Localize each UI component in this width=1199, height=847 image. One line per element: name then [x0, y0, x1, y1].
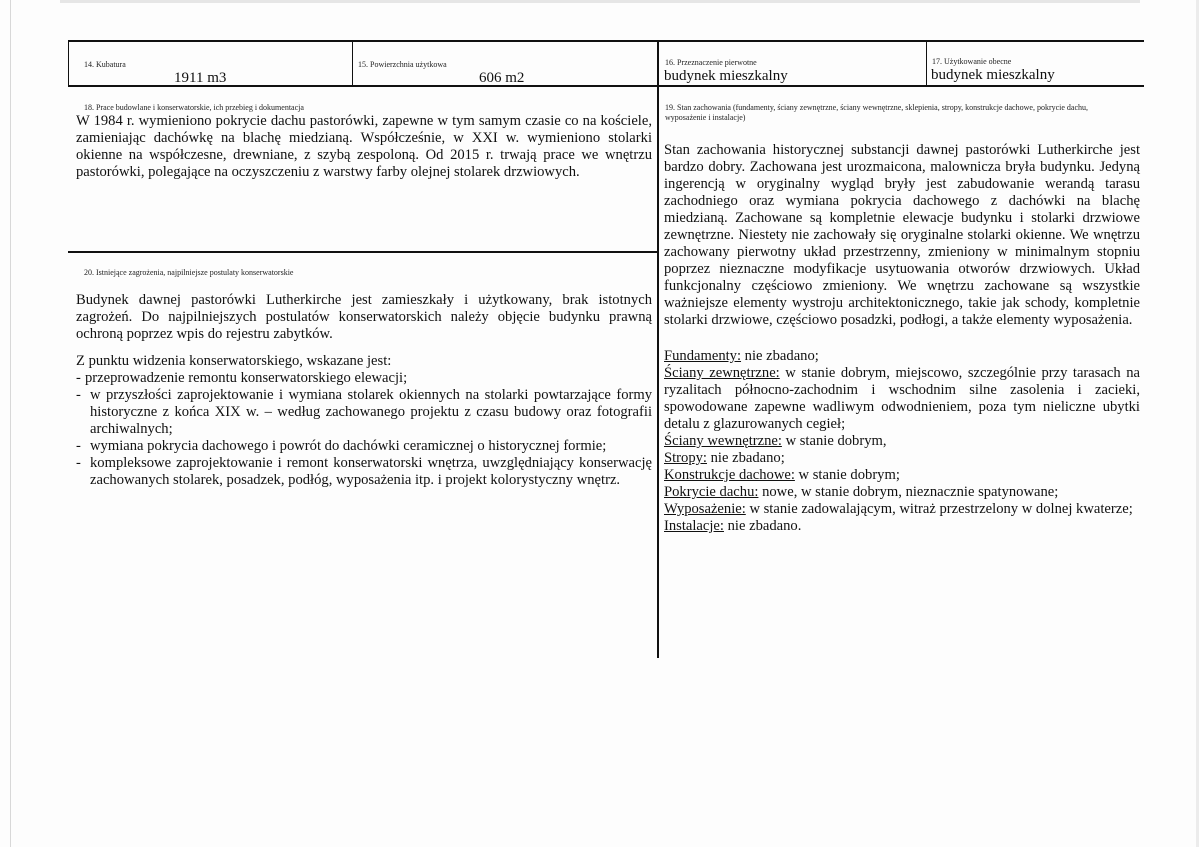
- rule-header-bottom: [68, 85, 1144, 87]
- stan-desc: w stanie dobrym, miejscowo, szczególnie przy tarasach na ryzalitach północno-zachodnim i wschodnim silne zasolenia i zacieki, spowodowane zapewne wadliwym odwodnieniem, poza tym nieliczne ubytki detalu z glazurowanych cegieł;: [664, 365, 1140, 432]
- stan-items: [664, 348, 1140, 535]
- kubatura-label: 14. Kubatura: [84, 60, 126, 69]
- postulat-item: - przeprowadzenie remontu konserwatorskiego elewacji;: [76, 370, 652, 387]
- stan-term: Ściany zewnętrzne:: [664, 365, 780, 381]
- stan-term: Ściany wewnętrzne:: [664, 433, 782, 449]
- postulat-item: - w przyszłości zaprojektowanie i wymiana stolarek okiennych na stolarki powtarzające formy historyczne z końca XIX w. – według zachowanego projektu z czasu budowy oraz fotografii archiwalnych;: [76, 387, 652, 438]
- prace-label: 18. Prace budowlane i konserwatorskie, ich przebieg i dokumentacja: [84, 103, 304, 112]
- scan-edge-left: [10, 0, 11, 847]
- stan-item: [664, 501, 1140, 518]
- rule-col-3: [926, 40, 927, 86]
- rule-top: [68, 40, 1144, 42]
- przeznaczenie-label: 16. Przeznaczenie pierwotne: [665, 58, 757, 67]
- stan-term: Wyposażenie:: [664, 501, 746, 517]
- stan-item: [664, 518, 1140, 535]
- stan-item: [664, 365, 1140, 433]
- stan-block: [664, 142, 1140, 535]
- prace-text: W 1984 r. wymieniono pokrycie dachu pastorówki, zapewne w tym samym czasie co na kościele, zamieniając dachówkę na blachę miedzianą. Współcześnie, w XXI w. wymieniono stolarki okienne na współczesne, drewniane, z szybą zespoloną. Od 2015 r. trwają prace we wnętrzu pastorówki, polegające na oczyszczeniu z warstwy farby olejnej stolarek drzwiowych.: [76, 113, 652, 180]
- stan-desc: w stanie dobrym;: [794, 467, 900, 483]
- rule-col-1: [352, 40, 353, 86]
- stan-term: Stropy:: [664, 450, 707, 466]
- zagrozenia-lead: Z punktu widzenia konserwatorskiego, wskazane jest:: [76, 353, 392, 369]
- zagrozenia-intro: Budynek dawnej pastorówki Lutherkirche jest zamieszkały i użytkowany, brak istotnych zagrożeń. Do najpilniejszych postulatów konserwatorskich należy objęcie budynku prawną ochroną poprzez wpis do rejestru zabytków.: [76, 292, 652, 342]
- stan-desc: nie zbadano;: [741, 348, 819, 364]
- stan-item: [664, 450, 1140, 467]
- stan-term: Fundamenty:: [664, 348, 742, 364]
- stan-term: Konstrukcje dachowe:: [664, 467, 795, 483]
- postulat-item: - kompleksowe zaprojektowanie i remont konserwatorski wnętrza, uwzględniający konserwację zachowanych stolarek, posadzek, podłóg, wyposażenia itp. i projekt kolorystyczny wnętrz.: [76, 455, 652, 489]
- scan-edge-top: [60, 0, 1140, 3]
- stan-desc: w stanie zadowalającym, witraż przestrzelony w dolnej kwaterze;: [745, 501, 1133, 517]
- stan-term: Instalacje:: [664, 518, 724, 534]
- stan-item: [664, 348, 1140, 365]
- zagrozenia-label: 20. Istniejące zagrożenia, najpilniejsze postulaty konserwatorskie: [84, 268, 294, 277]
- stan-desc: nie zbadano.: [723, 518, 802, 534]
- stan-desc: nie zbadano;: [706, 450, 785, 466]
- stan-item: [664, 467, 1140, 484]
- zagrozenia-block: [76, 292, 652, 489]
- rule-left-edge: [68, 40, 69, 86]
- stan-intro: Stan zachowania historycznej substancji dawnej pastorówki Lutherkirche jest bardzo dobry. Zachowana jest urozmaicona, malownicza bryła budynku. Jedyną ingerencją w oryginalny wygląd bryły jest zabudowanie werandą tarasu zachodniego oraz wymiana pokrycia dachowego z dachówki na blachę miedzianą. Zachowane są kompletnie elewacje budynku i stolarki drzwiowe zewnętrzne. Niestety nie zachowały się oryginalne stolarki okienne. We wnętrzu zachowany pierwotny układ przestrzenny, zmieniony w minimalnym stopniu poprzez nieznaczne modyfikacje usytuowania otworów drzwiowych. Układ funkcjonalny częściowo zmieniony. We wnętrzu zachowane są wszystkie ważniejsze elementy wystroju architektonicznego, takie jak schody, kompletnie stolarki drzwiowe, częściowo posadzki, podłogi, a także elementy wyposażenia.: [664, 142, 1140, 328]
- przeznaczenie-value: budynek mieszkalny: [664, 68, 788, 84]
- powierzchnia-label: 15. Powierzchnia użytkowa: [358, 60, 447, 69]
- kubatura-value: 1911 m3: [174, 70, 227, 86]
- stan-term: Pokrycie dachu:: [664, 484, 759, 500]
- powierzchnia-value: 606 m2: [479, 70, 525, 86]
- stan-desc: nowe, w stanie dobrym, nieznacznie spatynowane;: [758, 484, 1059, 500]
- uzytkowanie-value: budynek mieszkalny: [931, 67, 1055, 83]
- stan-label: 19. Stan zachowania (fundamenty, ściany zewnętrzne, ściany wewnętrzne, sklepienia, stropy, konstrukcje dachowe, pokrycie dachu, wyposażenie i instalacje): [665, 103, 1089, 122]
- postulat-item: - wymiana pokrycia dachowego i powrót do dachówki ceramicznej o historycznej formie;: [76, 438, 652, 455]
- stan-desc: w stanie dobrym,: [781, 433, 887, 449]
- rule-col-2: [657, 40, 659, 658]
- postulaty-list: [76, 370, 652, 489]
- uzytkowanie-label: 17. Użytkowanie obecne: [932, 57, 1012, 66]
- stan-item: [664, 484, 1140, 501]
- stan-item: [664, 433, 1140, 450]
- rule-middle-left: [68, 251, 658, 253]
